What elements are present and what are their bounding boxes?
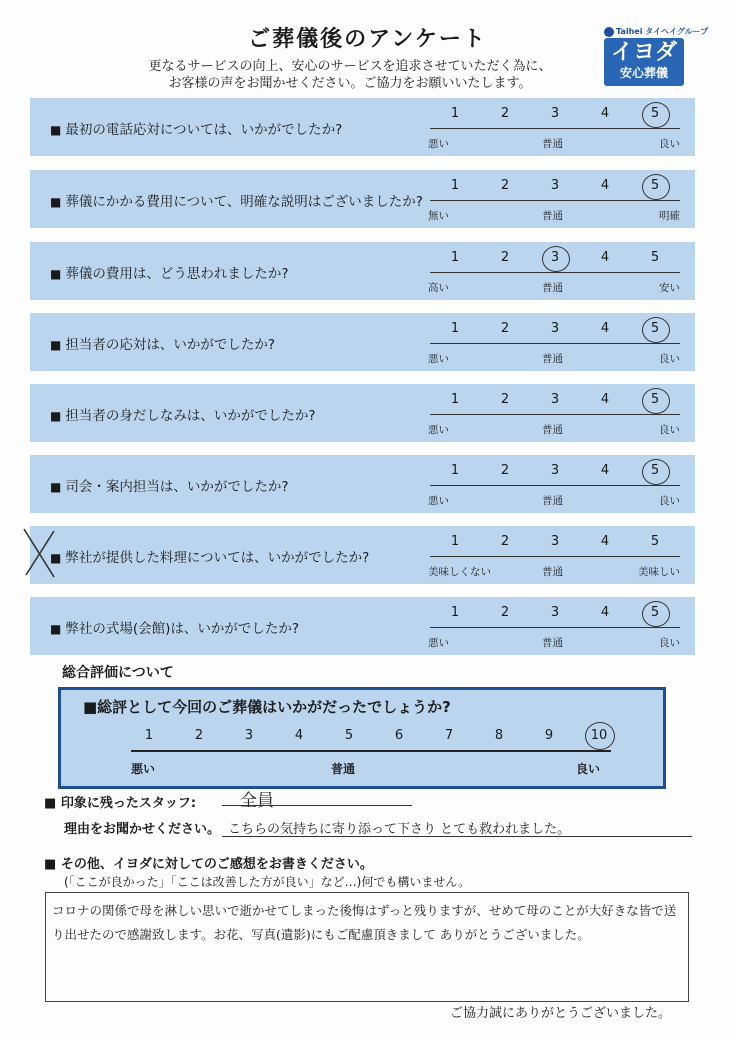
scale-option-5[interactable]: 5 — [650, 106, 660, 121]
overall-option-7[interactable]: 7 — [444, 728, 454, 743]
scale-option-4[interactable]: 4 — [600, 321, 610, 336]
bullet-square-icon: ■ — [50, 195, 62, 209]
scale-option-5[interactable]: 5 — [650, 392, 660, 407]
scale-low-label: 無い — [428, 210, 449, 222]
scale-option-5[interactable]: 5 — [650, 534, 660, 549]
scale-option-5[interactable]: 5 — [650, 178, 660, 193]
scale-option-1[interactable]: 1 — [450, 106, 460, 121]
scale-option-4[interactable]: 4 — [600, 605, 610, 620]
question-text — [50, 475, 289, 495]
question-text — [50, 546, 369, 566]
question-row — [30, 597, 695, 655]
scale-option-2[interactable]: 2 — [500, 178, 510, 193]
scale-option-1[interactable]: 1 — [450, 392, 460, 407]
question-row — [30, 526, 695, 584]
question-label: 弊社が提供した料理については、いかがでしたか? — [65, 550, 370, 566]
scale-low-label: 悪い — [428, 353, 449, 365]
scale-line — [430, 343, 680, 344]
scale-high-label: 良い — [659, 424, 680, 436]
bullet-square-icon: ■ — [50, 551, 62, 565]
question-text — [50, 404, 316, 424]
selected-circle-mark — [542, 246, 570, 272]
overall-rating-box — [58, 687, 666, 789]
scale-low-label: 美味しくない — [428, 566, 491, 578]
scale-line — [430, 414, 680, 415]
scale-option-2[interactable]: 2 — [500, 250, 510, 265]
scale-high-label: 明確 — [659, 210, 680, 222]
scale-option-4[interactable]: 4 — [600, 392, 610, 407]
scale-low-label: 悪い — [428, 495, 449, 507]
scale-option-4[interactable]: 4 — [600, 250, 610, 265]
scale-option-5[interactable]: 5 — [650, 250, 660, 265]
overall-option-5[interactable]: 5 — [344, 728, 354, 743]
scale-option-3[interactable]: 3 — [550, 250, 560, 265]
intro-line-1: 更なるサービスの向上、安心のサービスを追求させていただく為に、 — [148, 59, 552, 74]
scale-option-4[interactable]: 4 — [600, 463, 610, 478]
scale-option-3[interactable]: 3 — [550, 463, 560, 478]
comments-label: ■ その他、イヨダに対してのご感想をお書きください。 — [44, 857, 373, 872]
question-text — [50, 262, 289, 282]
scale-line — [430, 200, 680, 201]
overall-section-title: 総合評価について — [62, 665, 174, 681]
scale-low-label: 高い — [428, 282, 449, 294]
intro-text — [110, 58, 590, 92]
comments-label-text: その他、イヨダに対してのご感想をお書きください。 — [60, 857, 373, 872]
scale-mid-label: 普通 — [542, 424, 563, 436]
scale-option-2[interactable]: 2 — [500, 106, 510, 121]
bullet-square-icon: ■ — [50, 267, 62, 281]
scale-mid-label: 普通 — [542, 637, 563, 649]
selected-circle-mark — [642, 459, 670, 485]
bullet-square-icon: ■ — [50, 338, 62, 352]
overall-scale-line — [131, 750, 611, 752]
scale-high-label: 良い — [659, 637, 680, 649]
brand-logo-name: イヨダ — [610, 40, 677, 65]
question-label: 弊社の式場(会館)は、いかがでしたか? — [65, 621, 300, 637]
question-text — [50, 190, 423, 210]
overall-option-4[interactable]: 4 — [294, 728, 304, 743]
scale-option-2[interactable]: 2 — [500, 463, 510, 478]
scale-option-3[interactable]: 3 — [550, 605, 560, 620]
scale-option-1[interactable]: 1 — [450, 534, 460, 549]
scale-mid-label: 普通 — [542, 282, 563, 294]
scale-option-4[interactable]: 4 — [600, 534, 610, 549]
selected-circle-mark — [642, 601, 670, 627]
scale-mid-label: 普通 — [542, 495, 563, 507]
staff-label: ■ 印象に残ったスタッフ: — [44, 796, 197, 811]
overall-option-6[interactable]: 6 — [394, 728, 404, 743]
scale-option-1[interactable]: 1 — [450, 178, 460, 193]
scale-line — [430, 272, 680, 273]
comments-box[interactable] — [45, 892, 689, 1002]
group-logo — [604, 26, 708, 37]
scale-option-2[interactable]: 2 — [500, 321, 510, 336]
scale-option-4[interactable]: 4 — [600, 178, 610, 193]
bullet-square-icon: ■ — [50, 480, 62, 494]
question-row — [30, 242, 695, 300]
question-label: 最初の電話応対については、いかがでしたか? — [65, 122, 343, 138]
scale-option-2[interactable]: 2 — [500, 534, 510, 549]
comments-hint: (「ここが良かった」「ここは改善した方が良い」など…)何でも構いません。 — [64, 875, 471, 889]
question-row — [30, 455, 695, 513]
scale-mid-label: 普通 — [542, 210, 563, 222]
scale-option-3[interactable]: 3 — [550, 321, 560, 336]
overall-option-8[interactable]: 8 — [494, 728, 504, 743]
scale-option-3[interactable]: 3 — [550, 106, 560, 121]
brand-logo-sub: 安心葬儀 — [619, 66, 668, 80]
scale-numbers — [430, 534, 680, 552]
scale-option-5[interactable]: 5 — [650, 321, 660, 336]
scale-low-label: 悪い — [428, 637, 449, 649]
scale-low-label: 悪い — [428, 138, 449, 150]
overall-option-1[interactable]: 1 — [144, 728, 154, 743]
overall-selected-circle-mark — [585, 722, 615, 750]
scale-option-4[interactable]: 4 — [600, 106, 610, 121]
scale-high-label: 良い — [659, 353, 680, 365]
group-logo-text: Taihei タイヘイグループ — [616, 27, 709, 36]
question-row — [30, 313, 695, 371]
scale-option-3[interactable]: 3 — [550, 534, 560, 549]
overall-mid-label: 普通 — [331, 762, 356, 776]
question-text — [50, 333, 275, 353]
scale-option-2[interactable]: 2 — [500, 605, 510, 620]
overall-option-2[interactable]: 2 — [194, 728, 204, 743]
overall-option-10[interactable]: 10 — [590, 728, 608, 743]
scale-option-1[interactable]: 1 — [450, 463, 460, 478]
scale-option-5[interactable]: 5 — [650, 605, 660, 620]
cross-mark-icon — [22, 527, 56, 579]
question-label: 担当者の応対は、いかがでしたか? — [65, 337, 276, 353]
scale-high-label: 良い — [659, 495, 680, 507]
question-label: 葬儀にかかる費用について、明確な説明はございましたか? — [65, 194, 423, 210]
scale-option-3[interactable]: 3 — [550, 392, 560, 407]
scale-high-label: 良い — [659, 138, 680, 150]
overall-scale-numbers — [131, 728, 608, 746]
scale-line — [430, 128, 680, 129]
selected-circle-mark — [642, 174, 670, 200]
overall-high-label: 良い — [576, 762, 601, 776]
question-row — [30, 170, 695, 228]
question-text — [50, 118, 342, 138]
scale-mid-label: 普通 — [542, 353, 563, 365]
reason-label: 理由をお聞かせください。 — [64, 822, 221, 837]
scale-high-label: 美味しい — [638, 566, 680, 578]
question-label: 担当者の身だしなみは、いかがでしたか? — [65, 408, 316, 424]
question-label: 葬儀の費用は、どう思われましたか? — [65, 266, 289, 282]
intro-line-2: お客様の声をお聞かせください。ご協力をお願いいたします。 — [168, 76, 532, 91]
scale-option-1[interactable]: 1 — [450, 250, 460, 265]
staff-label-text: 印象に残ったスタッフ: — [60, 796, 197, 811]
page-title: ご葬儀後のアンケート — [248, 27, 487, 52]
question-text — [50, 617, 299, 637]
overall-low-label: 悪い — [131, 762, 156, 776]
scale-mid-label: 普通 — [542, 566, 563, 578]
overall-option-3[interactable]: 3 — [244, 728, 254, 743]
taihei-logo-icon — [604, 27, 614, 37]
bullet-square-icon: ■ — [50, 123, 62, 137]
scale-option-5[interactable]: 5 — [650, 463, 660, 478]
reason-value[interactable]: こちらの気持ちに寄り添って下さり とても救われました。 — [228, 822, 571, 837]
overall-question: ■総評として今回のご葬儀はいかがだったでしょうか? — [83, 698, 451, 716]
scale-low-label: 悪い — [428, 424, 449, 436]
question-row — [30, 98, 695, 156]
scale-option-1[interactable]: 1 — [450, 605, 460, 620]
scale-high-label: 安い — [659, 282, 680, 294]
scale-option-2[interactable]: 2 — [500, 392, 510, 407]
selected-circle-mark — [642, 317, 670, 343]
scale-line — [430, 556, 680, 557]
brand-logo — [604, 38, 684, 86]
bullet-square-icon: ■ — [50, 409, 62, 423]
question-label: 司会・案内担当は、いかがでしたか? — [65, 479, 289, 495]
scale-line — [430, 485, 680, 486]
comments-text: コロナの関係で母を淋しい思いで逝かせてしまった後悔はずっと残りますが、せめて母のことが大好きな皆で送り出せたので感謝致します。お花、写真(遺影)にもご配慮頂きまして ありがとうございました。 — [52, 903, 677, 942]
scale-option-3[interactable]: 3 — [550, 178, 560, 193]
overall-option-9[interactable]: 9 — [544, 728, 554, 743]
scale-line — [430, 627, 680, 628]
scale-mid-label: 普通 — [542, 138, 563, 150]
scale-option-1[interactable]: 1 — [450, 321, 460, 336]
selected-circle-mark — [642, 102, 670, 128]
footer-thanks: ご協力誠にありがとうございました。 — [449, 1006, 671, 1021]
question-row — [30, 384, 695, 442]
selected-circle-mark — [642, 388, 670, 414]
bullet-square-icon: ■ — [50, 622, 62, 636]
staff-value[interactable]: 全員 — [240, 791, 274, 811]
